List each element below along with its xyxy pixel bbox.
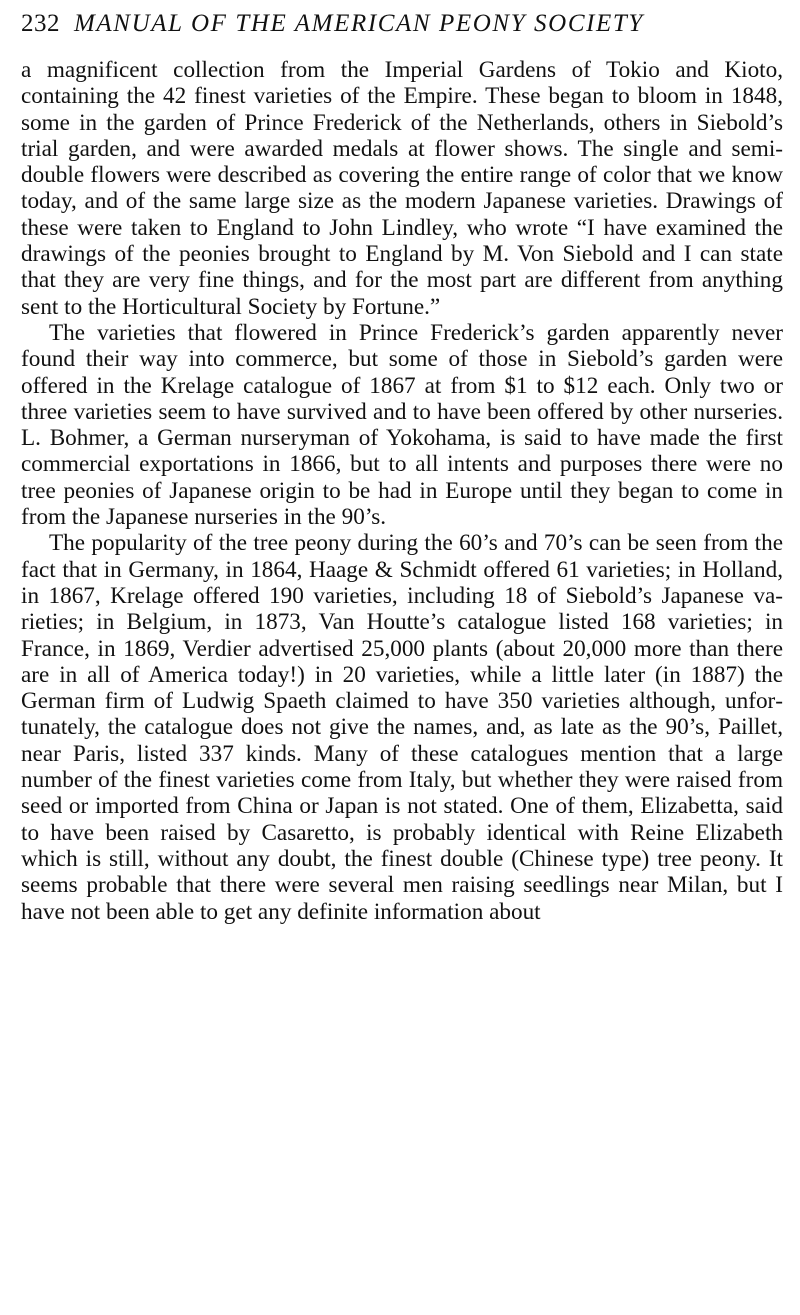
paragraph-continued: a magnificent collection from the Imperial Gardens of Tokio and Kioto, containing the 42 finest varieties of the Empire. These began to bloom in 1848, some in the garden of Prince Frederick of the Netherlands, others in Siebold’s trial garden, and were awarded medals at flower shows. The single and semi-double flowers were described as covering the entire range of color that we know today, and of the same large size as the modern Japanese varieties. Drawings of these were taken to England to John Lindley, who wrote “I have examined the drawings of the peonies brought to England by M. Von Siebold and I can state that they are very fine things, and for the most part are different from anything sent to the Horticultural Society by Fortune.” xyxy=(21,57,783,320)
body-text xyxy=(21,57,783,925)
page-number: 232 xyxy=(21,10,60,37)
running-title: MANUAL OF THE AMERICAN PEONY SOCIETY xyxy=(74,10,644,37)
paragraph-varieties: The varieties that flowered in Prince Frederick’s garden apparently never found their way into commerce, but some of those in Siebold’s garden were offered in the Krelage catalogue of 1867 at from $1 to $12 each. Only two or three varieties seem to have survived and to have been offered by other nurseries. L. Bohmer, a German nurseryman of Yokohama, is said to have made the first commercial exportations in 1866, but to all intents and purposes there were no tree peonies of Japanese origin to be had in Europe until they began to come in from the Japanese nurseries in the 90’s. xyxy=(21,319,783,531)
paragraph-popularity: The popularity of the tree peony during the 60’s and 70’s can be seen from the fact that in Germany, in 1864, Haage & Schmidt offered 61 varieties; in Holland, in 1867, Krelage offered 190 varieties, including 18 of Siebold’s Japanese varieties; in Belgium, in 1873, Van Houtte’s catalogue listed 168 varieties; in France, in 1869, Verdier advertised 25,000 plants (about 20,000 more than there are in all of America today!) in 20 varieties, while a little later (in 1887) the German firm of Ludwig Spaeth claimed to have 350 varieties although, unfortunately, the catalogue does not give the names, and, as late as the 90’s, Paillet, near Paris, listed 337 kinds. Many of these catalogues mention that a large number of the finest varieties come from Italy, but whether they were raised from seed or imported from China or Japan is not stated. One of them, Elizabetta, said to have been raised by Casaretto, is probably identical with Reine Elizabeth which is still, without any doubt, the finest double (Chinese type) tree peony. It seems probable that there were several men raising seedlings near Milan, but I have not been able to get any definite information about xyxy=(21,530,783,925)
running-header xyxy=(21,6,783,42)
